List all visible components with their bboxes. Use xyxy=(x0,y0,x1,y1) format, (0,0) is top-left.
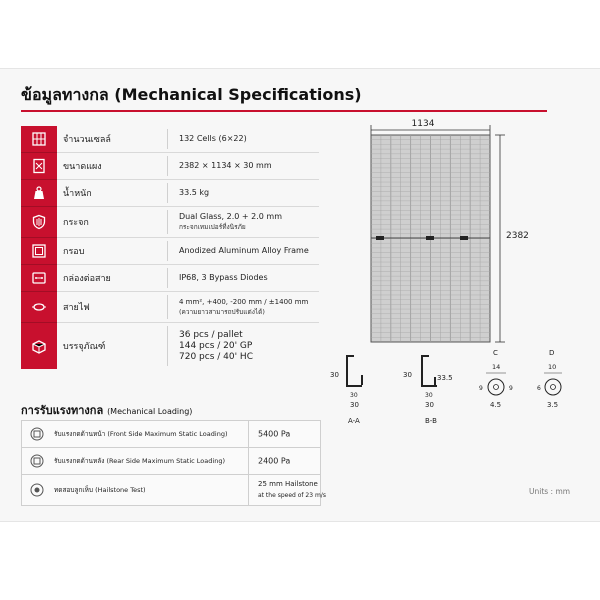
junction-box-icon xyxy=(21,265,57,292)
loading-row-hailstone xyxy=(22,475,326,505)
section-dim: 4.5 xyxy=(490,401,502,409)
section-dim: 14 xyxy=(492,363,501,371)
spec-row-cells xyxy=(21,126,319,153)
frame-icon xyxy=(21,238,57,265)
spec-value-main: Dual Glass, 2.0 + 2.0 mm xyxy=(179,212,283,221)
loading-label: รับแรงกดด้านหลัง (Rear Side Maximum Static Loading) xyxy=(54,457,225,465)
hailstone-icon xyxy=(30,483,44,497)
spec-value xyxy=(179,330,253,363)
section-dim: 10 xyxy=(548,363,557,371)
width-dimension: 1134 xyxy=(411,119,435,129)
spec-label: ขนาดแผง xyxy=(63,162,102,172)
section-dim: 30 xyxy=(403,371,412,379)
spec-label: จำนวนเซลล์ xyxy=(63,135,111,145)
spec-value: 2382 × 1134 × 30 mm xyxy=(179,161,272,170)
junction-box-marker xyxy=(460,236,468,240)
loading-title xyxy=(21,401,192,419)
loading-label: ทดสอบลูกเห็บ (Hailstone Test) xyxy=(54,486,146,494)
spec-value: 132 Cells (6×22) xyxy=(179,134,247,143)
height-dimension: 2382 xyxy=(506,231,529,241)
loading-table xyxy=(21,420,326,506)
section-dim: 9 xyxy=(509,385,513,392)
section-dim: 3.5 xyxy=(547,401,559,409)
package-line: 144 pcs / 20' GP xyxy=(179,340,253,351)
module-drawing xyxy=(320,110,590,440)
loading-value xyxy=(258,479,326,501)
spec-label: น้ำหนัก xyxy=(63,189,92,199)
weight-icon xyxy=(21,180,57,207)
section-a-a xyxy=(330,355,362,425)
spec-label: บรรจุภัณฑ์ xyxy=(63,342,106,352)
section-dim: 9 xyxy=(479,385,483,392)
section-d xyxy=(537,349,562,409)
section-dim: 30 xyxy=(425,392,433,399)
loading-title-en: (Mechanical Loading) xyxy=(107,407,193,416)
solar-panel xyxy=(371,135,490,342)
spec-label: กล่องต่อสาย xyxy=(63,274,111,284)
spec-label: กรอบ xyxy=(63,247,85,257)
spec-row-junction-box xyxy=(21,265,319,292)
loading-value: 5400 Pa xyxy=(258,429,291,439)
package-line: 720 pcs / 40' HC xyxy=(179,351,253,362)
spec-value-sub: (ความยาวสามารถปรับแต่งได้) xyxy=(179,308,265,316)
loading-label: รับแรงกดด้านหน้า (Front Side Maximum Static Loading) xyxy=(54,430,228,438)
section-name: A-A xyxy=(348,417,360,425)
spec-row-frame xyxy=(21,238,319,265)
spec-row-weight xyxy=(21,180,319,207)
package-icon xyxy=(21,323,57,369)
section-b-b xyxy=(403,355,453,425)
section-c xyxy=(479,349,513,409)
spec-row-cable xyxy=(21,292,319,323)
loading-title-th: การรับแรงทางกล xyxy=(21,404,104,417)
pressure-icon xyxy=(30,427,44,441)
loading-row-rear xyxy=(22,448,320,475)
loading-row-front xyxy=(22,421,320,448)
glass-shield-icon xyxy=(21,207,57,238)
package-line: 36 pcs / pallet xyxy=(179,329,243,340)
spec-value xyxy=(179,297,308,317)
junction-box-marker xyxy=(376,236,384,240)
section-name: B-B xyxy=(425,417,437,425)
spec-value: IP68, 3 Bypass Diodes xyxy=(179,273,268,282)
section-name: D xyxy=(549,349,555,357)
spec-value xyxy=(179,212,282,232)
section-name: C xyxy=(493,349,498,357)
section-dim: 6 xyxy=(537,385,541,392)
spec-label: สายไฟ xyxy=(63,303,90,313)
section-dim: 30 xyxy=(350,401,359,409)
spec-table xyxy=(21,126,319,369)
spec-value-sub: กระจกเทมเปอร์ที่งนิรภัย xyxy=(179,223,246,231)
page-title: ข้อมูลทางกล (Mechanical Specifications) xyxy=(21,85,362,104)
units-note: Units : mm xyxy=(529,487,571,496)
hailstone-speed: at the speed of 23 m/s xyxy=(258,492,326,499)
junction-box-marker xyxy=(426,236,434,240)
section-dim: 30 xyxy=(350,392,358,399)
spec-label: กระจก xyxy=(63,218,89,228)
spec-row-dimension xyxy=(21,153,319,180)
hailstone-size: 25 mm Hailstone xyxy=(258,480,318,488)
section-dim: 30 xyxy=(425,401,434,409)
spec-value: 33.5 kg xyxy=(179,188,210,197)
dimension-icon xyxy=(21,153,57,180)
spec-value: Anodized Aluminum Alloy Frame xyxy=(179,246,309,255)
cable-icon xyxy=(21,292,57,323)
spec-row-package xyxy=(21,323,319,369)
section-dim: 30 xyxy=(330,371,339,379)
cells-icon xyxy=(21,126,57,153)
spec-value-main: 4 mm², +400, -200 mm / ±1400 mm xyxy=(179,298,309,306)
loading-value: 2400 Pa xyxy=(258,456,291,466)
pressure-icon xyxy=(30,454,44,468)
section-dim: 33.5 xyxy=(437,374,453,382)
spec-row-glass xyxy=(21,207,319,238)
